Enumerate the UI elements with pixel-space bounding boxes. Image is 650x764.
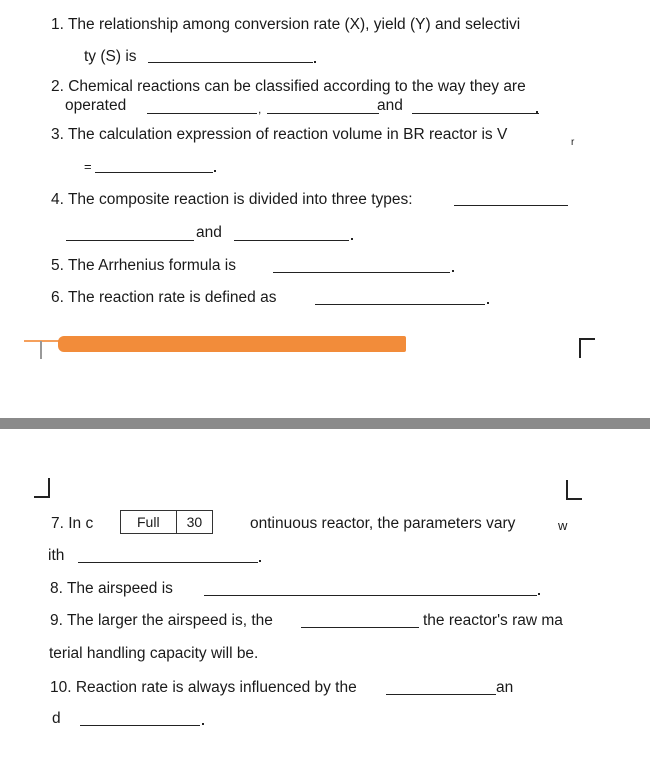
question-10-line-2: d [52,710,61,727]
question-2-line-1: 2. Chemical reactions can be classified according to the way they are [51,78,526,95]
zoom-toolbar [120,510,213,534]
crop-corner-bottom-left[interactable] [34,478,50,498]
period-mark [452,270,454,272]
crop-corner-bottom-right[interactable] [566,480,582,500]
question-7-line-1a: 7. In c [51,515,94,532]
answer-blank[interactable] [66,240,194,241]
comma-mark: , [258,102,262,116]
answer-blank[interactable] [301,627,419,628]
and-label: and [196,224,222,241]
section-divider [0,418,650,429]
zoom-value[interactable]: 30 [186,514,203,530]
answer-blank[interactable] [386,694,496,695]
answer-blank[interactable] [412,113,539,114]
orange-highlight-bar [58,336,406,352]
question-1-line-1: 1. The relationship among conversion rate (X), yield (Y) and selectivi [51,16,521,33]
question-4-line-1: 4. The composite reaction is divided into three types: [51,191,413,208]
question-7-line-2: ith [48,547,65,564]
subscript-r: r [571,137,575,148]
full-button[interactable]: Full [121,511,177,533]
question-8-line-1: 8. The airspeed is [50,580,173,597]
answer-blank[interactable] [234,240,349,241]
question-2-line-2: operated [65,97,127,114]
period-mark [214,170,216,172]
question-9-line-2: terial handling capacity will be. [49,645,259,662]
answer-blank[interactable] [148,62,313,63]
question-3-line-1: 3. The calculation expression of reaction volume in BR reactor is V [51,126,508,143]
crop-corner-top-right[interactable] [579,338,595,358]
question-7-line-1b: ontinuous reactor, the parameters vary [250,515,516,532]
period-mark [538,593,540,595]
question-1-line-2: ty (S) is [84,48,137,65]
question-5-line-1: 5. The Arrhenius formula is [51,257,236,274]
crop-handle-tick[interactable] [40,341,42,359]
question-7-fragment-w: w [558,518,568,533]
answer-blank[interactable] [78,562,258,563]
answer-blank[interactable] [80,725,200,726]
answer-blank[interactable] [315,304,485,305]
answer-blank[interactable] [267,113,379,114]
and-label: and [377,97,403,114]
answer-blank[interactable] [147,113,257,114]
period-mark [202,723,204,725]
period-mark [259,560,261,562]
period-mark [351,238,353,240]
question-10-line-1: 10. Reaction rate is always influenced by the [50,679,357,696]
period-mark [487,302,489,304]
equals-sign: = [84,159,92,174]
period-mark [536,111,538,113]
answer-blank[interactable] [273,272,450,273]
question-10-fragment-an: an [496,679,514,696]
question-9-line-1b: the reactor's raw ma [423,612,563,629]
question-6-line-1: 6. The reaction rate is defined as [51,289,277,306]
question-9-line-1a: 9. The larger the airspeed is, the [50,612,273,629]
answer-blank[interactable] [454,205,568,206]
answer-blank[interactable] [204,595,537,596]
period-mark [314,61,316,63]
answer-blank[interactable] [95,172,213,173]
